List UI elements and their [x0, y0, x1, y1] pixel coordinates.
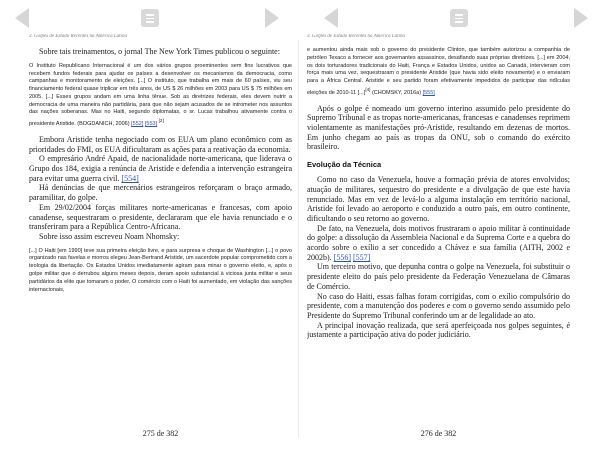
forward-arrow-icon[interactable]: [263, 7, 281, 29]
block-quote: [...] O Haiti [em 1990] teve sua primeira eleição livre, e para surpresa e choque de Washington [...] o povo organizado nas favelas e morros elegeu Jean-Bertrand Aristide, um sacerdote popular comprometido com a teologia da libertação. Os Estados Unidos imediatamente agiram para minar o governo eleito, e, após o golpe militar que o derrubou alguns meses depois, deram apoio substancial à viciosa junta militar e seus partidários da elite que tomaram o poder. O comércio com o Haiti foi aumentado, em violação das sanções internacionais,: [29, 247, 292, 293]
quote-citation: (CHOMSKY, 2016a): [371, 89, 422, 96]
footnote-link[interactable]: [553]: [144, 121, 158, 128]
footnote-marker: [4]: [365, 86, 371, 92]
back-arrow-icon[interactable]: [13, 7, 31, 29]
paragraph: A principal inovação realizada, que será aperfeiçoada nos golpes seguintes, é justamente a participação ativa do poder judiciário.: [307, 320, 570, 340]
paragraph: Após o golpe é nomeado um governo interino assumido pelo presidente do Supremo Tribunal e as tropas norte-americanas, francesas e canadenses reprimem violentamente as manifestações pró-Aristide, resultando em dezenas de mortos. Em junho chegam ao país as tropas da ONU, sob o comando do exército brasileiro.: [307, 103, 570, 152]
section-heading: Evolução da Técnica: [307, 160, 382, 170]
running-head: 3. Golpes de Estado Recentes na América Latina: [29, 34, 127, 39]
paragraph-text: De fato, na Venezuela, dois motivos frustraram o apoio militar à continuidade do golpe: a dissolução da Assembleia Nacional e da Suprema Corte e a quebra do acordo sobre o exílio a ser concedido a Chávez e sua família (AITH, 2002 e 2002b).: [307, 223, 570, 262]
block-quote: [29, 63, 292, 129]
footnote-link[interactable]: [556]: [333, 252, 351, 262]
back-arrow-icon-right-page[interactable]: [322, 7, 340, 29]
paragraph: Sobre isso assim escreveu Noam Nhomsky:: [39, 231, 180, 241]
paragraph: Sobre tais treinamentos, o jornal The New York Times publicou o seguinte:: [39, 47, 280, 56]
quote-text: e aumentou ainda mais sob o governo do presidente Clinton, que também autorizou a companhia de petróleo Texaco a fornecer aos governantes assassinos, desafiando suas próprias diretrizes. [...] em 2004, os dois torturadores tradicionais do Haiti, França e Estados Unidos, unidos ao Canadá, intervieram com força mais uma vez, sequestraram o presidente Aristide (que havia sido eleito novamente) e o enviaram para a África Central. Aristide e seu partido foram efetivamente impedidos de participar das ridículas eleições de 2010-11 [...]: [307, 47, 570, 96]
paragraph: Como no caso da Venezuela, houve a formação prévia de atores envolvidos; atuação de militares, sequestro do presidente e a divulgação de que este havia renunciado. Mas em vez de levá-lo a alguma instalação em território nacional, Aristide foi levado ao aeroporto e conduzido a outro país, em outro continente, dificultando o seu retorno ao governo.: [307, 175, 570, 223]
footnote-marker: [2]: [158, 118, 164, 124]
paragraph: Um terceiro motivo, que depunha contra o golpe na Venezuela, foi substituir o presidente eleito do país pelo presidente da Federação Venezuelana de Câmaras de Comércio.: [307, 262, 570, 291]
paragraph: Em 29/02/2004 forças militares norte-americanas e francesas, com apoio canadense, sequestraram o presidente, declararam que ele havia renunciado e o transferiram para a República Centro-Africana.: [29, 202, 292, 232]
paragraph: Há denúncias de que mercenários estrangeiros reforçaram o braço armado, paramilitar, do golpe.: [29, 183, 292, 203]
menu-icon-right-page[interactable]: [450, 9, 468, 27]
reader-toolbar: [0, 0, 600, 36]
paragraph: Embora Aristide tenha negociado com os EUA um plano econômico com as prioridades do FMI, os EUA dificultaram as ações para a reativação da economia.: [29, 134, 292, 154]
paragraph: [29, 154, 292, 183]
page-number: 276 de 382: [420, 429, 457, 438]
footnote-link[interactable]: [554]: [121, 173, 139, 183]
forward-arrow-icon-right-page[interactable]: [572, 7, 590, 29]
quote-text: O Instituto Republicano Internacional é um dos vários grupos proeminentes sem fins lucrativos que recebem fundos federais para ajudar os países a desenvolver os mecanismos da democracia, como campanhas e monitoramento de eleições. [...] O instituto, que trabalha em mais de 60 países, viu seu financiamento federal quase triplicar em três anos, de US $ 26 milhões em 2003 para US $ 75 milhões em 2005. [...] Esses grupos andam em uma linha tênue. Sob as diretrizes federais, eles devem nutrir a democracia de uma maneira não partidária, para que não sejam acusados de se intrometer nos assuntos das nações soberanas. Mas no Haiti, segundo diplomatas, o sr. Lucas trabalhou ativamente contra o presidente Aristide. (BOGDANICH, 2006): [29, 62, 292, 128]
left-page: [29, 34, 292, 438]
paragraph-text: O empresário André Apaid, de nacionalidade norte-americana, que liderava o Grupo dos 184, exigia a renúncia de Aristide e defendia a intervenção estrangeira para evitar uma guerra civil.: [29, 154, 292, 183]
paragraph: No caso do Haiti, essas falhas foram corrigidas, com o exílio compulsório do presidente, com a manutenção dos poderes e com o governo sendo assumido pelo Presidente do Supremo Tribunal conferindo um ar de legalidade ao ato.: [307, 291, 570, 320]
running-head: 3. Golpes de Estado Recentes na América Latina: [307, 34, 405, 39]
paragraph: [307, 224, 570, 263]
right-page: [307, 34, 570, 438]
footnote-link[interactable]: [557]: [353, 252, 371, 262]
page-number: 275 de 382: [142, 429, 179, 438]
menu-icon[interactable]: [141, 9, 159, 27]
block-quote: [307, 47, 570, 98]
footnote-link[interactable]: [552]: [131, 121, 144, 128]
footnote-link[interactable]: [555]: [422, 89, 435, 96]
page-divider: [298, 40, 299, 438]
